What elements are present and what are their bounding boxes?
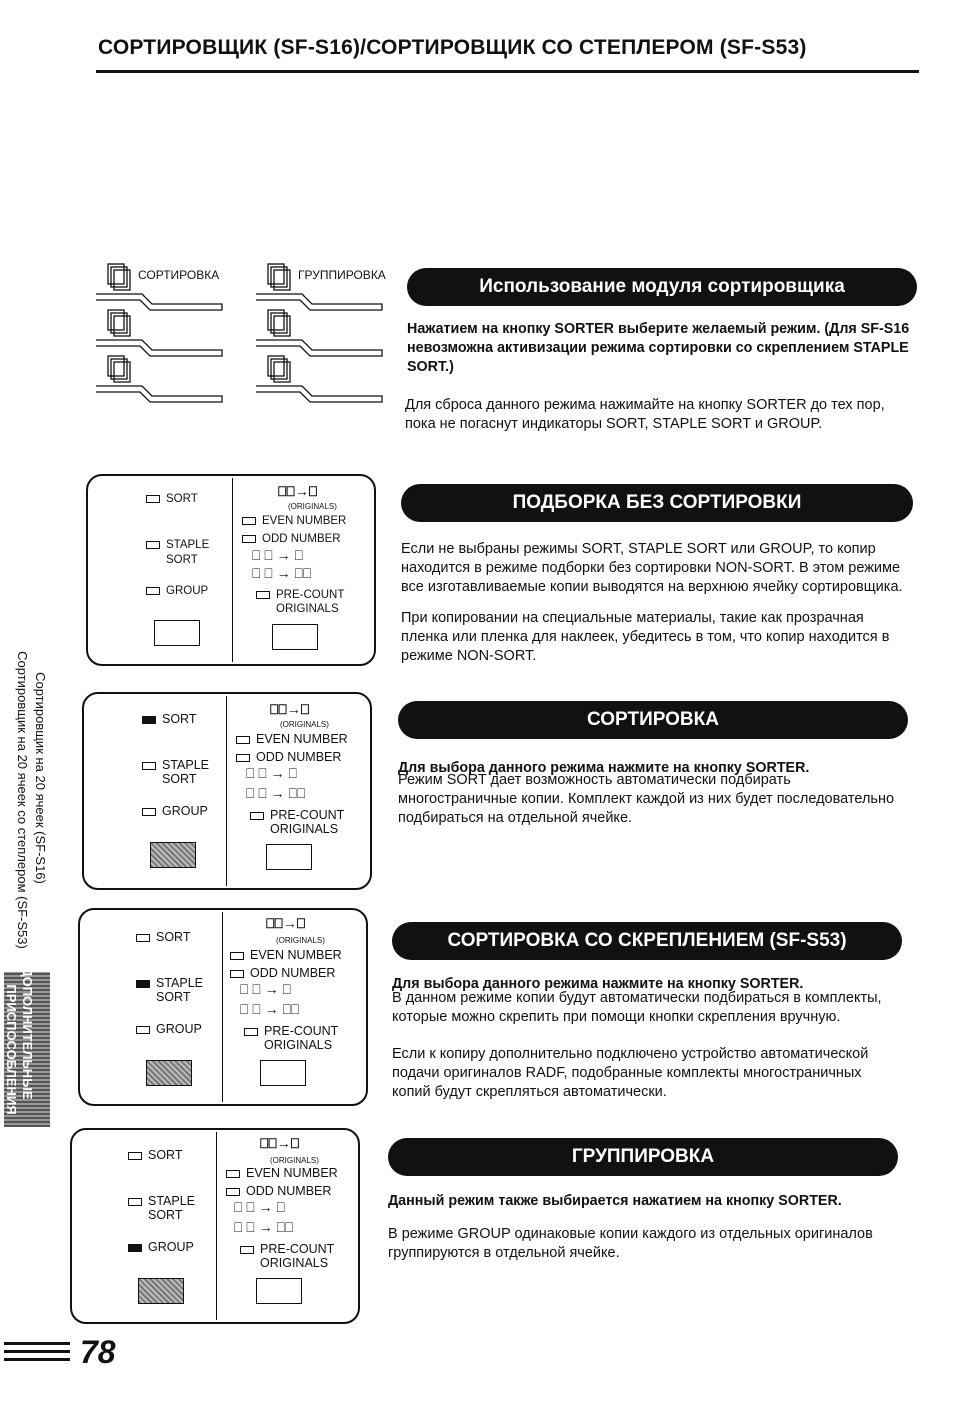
section-heading-nonsort: ПОДБОРКА БЕЗ СОРТИРОВКИ xyxy=(401,484,913,522)
precount-button[interactable] xyxy=(266,844,312,870)
panel-divider xyxy=(222,912,223,1102)
odd-indicator xyxy=(226,1188,240,1196)
precount-indicator xyxy=(244,1028,258,1036)
staple-label: STAPLE xyxy=(156,976,204,990)
control-panel-staple-sort xyxy=(78,908,368,1106)
odd-label: ODD NUMBER xyxy=(256,750,342,764)
precount-originals-label: ORIGINALS xyxy=(276,603,339,615)
group-figure-label: ГРУППИРОВКА xyxy=(298,268,386,282)
even-indicator xyxy=(236,736,250,744)
section-bold-sort: Для выбора данного режима нажмите на кнопку SORTER. xyxy=(398,760,810,776)
precount-label: PRE-COUNT xyxy=(276,589,345,601)
section-text-nonsort: Если не выбраны режимы SORT, STAPLE SORT или GROUP, то копир находится в режиме подборки без сортировки NON-SORT. В этом режиме все изготавливаемые копии выводятся на верхнюю ячейку сортировщика. xyxy=(401,541,903,595)
duplex-icon-1: ⎕ ⎕ → ⎕ xyxy=(234,1199,285,1215)
originals-label: (ORIGINALS) xyxy=(276,936,325,945)
staple-sort-indicator xyxy=(146,541,160,549)
duplex-icon-2: ⎕ ⎕ → ⎕⎕ xyxy=(246,785,306,801)
sorter-button-pressed[interactable] xyxy=(146,1060,192,1086)
section-bold-staple-sort: Для выбора данного режима нажмите на кнопку SORTER. xyxy=(392,976,804,992)
group-label: GROUP xyxy=(162,804,208,818)
sort-indicator xyxy=(128,1152,142,1160)
even-label: EVEN NUMBER xyxy=(246,1166,338,1180)
odd-label: ODD NUMBER xyxy=(250,966,336,980)
section-text-sorter-usage: Для сброса данного режима нажимайте на кнопку SORTER до тех пор, пока не погаснут индикаторы SORT, STAPLE SORT и GROUP. xyxy=(405,397,885,432)
precount-label: PRE-COUNT xyxy=(260,1242,335,1256)
originals-label: (ORIGINALS) xyxy=(280,720,329,729)
section-heading-staple-sort: СОРТИРОВКА СО СКРЕПЛЕНИЕМ (SF-S53) xyxy=(392,922,902,960)
precount-originals-label: ORIGINALS xyxy=(270,822,339,836)
duplex-icon-2: ⎕ ⎕ → ⎕⎕ xyxy=(240,1001,300,1017)
even-indicator xyxy=(242,517,256,525)
section-text2-nonsort: При копировании на специальные материалы, такие как прозрачная пленка или пленка для наклеек, убедитесь в том, что копир находится в режиме NON-SORT. xyxy=(401,610,890,664)
odd-indicator xyxy=(236,754,250,762)
page-number-rule xyxy=(4,1350,70,1353)
even-label: EVEN NUMBER xyxy=(250,948,342,962)
group-indicator xyxy=(142,808,156,816)
staple-sort-indicator xyxy=(142,762,156,770)
even-indicator xyxy=(230,952,244,960)
section-bold-group: Данный режим также выбирается нажатием на кнопку SORTER. xyxy=(388,1193,842,1209)
staple-label: STAPLE xyxy=(148,1194,196,1208)
duplex-icon-1: ⎕ ⎕ → ⎕ xyxy=(252,547,303,563)
originals-icon: ⎕⎕→⎕ xyxy=(266,915,306,931)
sort-figure-label: СОРТИРОВКА xyxy=(138,268,220,282)
originals-icon: ⎕⎕→⎕ xyxy=(260,1135,300,1151)
odd-indicator xyxy=(230,970,244,978)
staple-label: STAPLE xyxy=(162,758,210,772)
sidebar-caption xyxy=(15,620,60,970)
control-panel-nonsort xyxy=(86,474,376,666)
precount-button[interactable] xyxy=(256,1278,302,1304)
sidebar-line-1: Сортировщик на 20 ячеек (SF-S16) xyxy=(33,672,48,884)
duplex-icon-2: ⎕ ⎕ → ⎕⎕ xyxy=(252,565,312,581)
control-panel-group xyxy=(70,1128,360,1324)
group-label: GROUP xyxy=(166,585,209,597)
sort-label: SORT xyxy=(156,930,191,944)
even-label: EVEN NUMBER xyxy=(256,732,348,746)
panel-divider xyxy=(232,478,233,662)
sort-label: SORT xyxy=(162,712,197,726)
precount-label: PRE-COUNT xyxy=(270,808,345,822)
staple-sort-label: SORT xyxy=(166,554,198,566)
sort-indicator xyxy=(136,934,150,942)
section-heading-sorter-usage: Использование модуля сортировщика xyxy=(407,268,917,306)
odd-indicator xyxy=(242,535,256,543)
staple-sort-label: SORT xyxy=(156,990,191,1004)
precount-indicator xyxy=(240,1246,254,1254)
sidebar-tab xyxy=(4,967,50,1127)
panel-divider xyxy=(216,1132,217,1320)
sort-indicator-lit xyxy=(142,716,156,724)
sorter-button-pressed[interactable] xyxy=(138,1278,184,1304)
sort-label: SORT xyxy=(148,1148,183,1162)
precount-indicator xyxy=(250,812,264,820)
sidebar-tab-line-2: ПРИСПОСОБЛЕНИЯ xyxy=(4,984,19,1115)
staple-sort-indicator-lit xyxy=(136,980,150,988)
staple-sort-indicator xyxy=(128,1198,142,1206)
panel-divider xyxy=(226,696,227,886)
page-number-rule xyxy=(4,1358,70,1361)
staple-label: STAPLE xyxy=(166,539,210,551)
group-indicator xyxy=(136,1026,150,1034)
precount-originals-label: ORIGINALS xyxy=(264,1038,333,1052)
precount-button[interactable] xyxy=(272,624,318,650)
page-number-rule xyxy=(4,1342,70,1345)
even-label: EVEN NUMBER xyxy=(262,515,347,527)
page-title: СОРТИРОВЩИК (SF-S16)/СОРТИРОВЩИК СО СТЕПЛЕРОМ (SF-S53) xyxy=(98,36,807,59)
section-heading-sort: СОРТИРОВКА xyxy=(398,701,908,739)
control-panel-sort xyxy=(82,692,372,890)
originals-icon: ⎕⎕→⎕ xyxy=(270,701,310,717)
precount-button[interactable] xyxy=(260,1060,306,1086)
odd-label: ODD NUMBER xyxy=(246,1184,332,1198)
precount-originals-label: ORIGINALS xyxy=(260,1256,329,1270)
group-indicator-lit xyxy=(128,1244,142,1252)
staple-sort-label: SORT xyxy=(148,1208,183,1222)
duplex-icon-1: ⎕ ⎕ → ⎕ xyxy=(246,765,297,781)
page-number: 78 xyxy=(80,1334,116,1370)
originals-icon: ⎕⎕→⎕ xyxy=(278,483,318,499)
duplex-icon-1: ⎕ ⎕ → ⎕ xyxy=(240,981,291,997)
group-label: GROUP xyxy=(148,1240,194,1254)
originals-label: (ORIGINALS) xyxy=(288,502,337,511)
sorter-button[interactable] xyxy=(154,620,200,646)
section-bold-sorter-usage: Нажатием на кнопку SORTER выберите желаемый режим. (Для SF-S16 невозможна активизации режима сортировки со скреплением STAPLE SORT.) xyxy=(407,321,910,375)
sidebar-tab-line-1: ДОПОЛНИТЕЛЬНЫЕ xyxy=(20,967,35,1100)
odd-label: ODD NUMBER xyxy=(262,533,341,545)
section-text-group: В режиме GROUP одинаковые копии каждого из отдельных оригиналов группируются в отдельной ячейке. xyxy=(388,1226,873,1261)
sort-indicator xyxy=(146,495,160,503)
sort-group-figure xyxy=(92,258,392,408)
section-heading-group: ГРУППИРОВКА xyxy=(388,1138,898,1176)
sorter-button-pressed[interactable] xyxy=(150,842,196,868)
precount-label: PRE-COUNT xyxy=(264,1024,339,1038)
originals-label: (ORIGINALS) xyxy=(270,1156,319,1165)
staple-sort-label: SORT xyxy=(162,772,197,786)
section-text2-staple-sort: Если к копиру дополнительно подключено устройство автоматической подачи оригиналов RADF, подобранные комплекты многостраничных копий будут скрепляться автоматически. xyxy=(392,1046,869,1100)
even-indicator xyxy=(226,1170,240,1178)
sort-label: SORT xyxy=(166,493,198,505)
section-text-sort: Режим SORT дает возможность автоматически подбирать многостраничные копии. Комплект каждой из них будет последовательно подбираться на отдельной ячейке. xyxy=(398,772,895,826)
section-text-staple-sort: В данном режиме копии будут автоматически подбираться в комплекты, которые можно скрепить при помощи кнопки скрепления вручную. xyxy=(392,990,882,1025)
duplex-icon-2: ⎕ ⎕ → ⎕⎕ xyxy=(234,1219,294,1235)
precount-indicator xyxy=(256,591,270,599)
group-indicator xyxy=(146,587,160,595)
group-label: GROUP xyxy=(156,1022,202,1036)
sidebar-line-2: Сортировщик на 20 ячеек со степлером (SF-S53) xyxy=(15,651,30,949)
title-rule xyxy=(96,70,919,73)
